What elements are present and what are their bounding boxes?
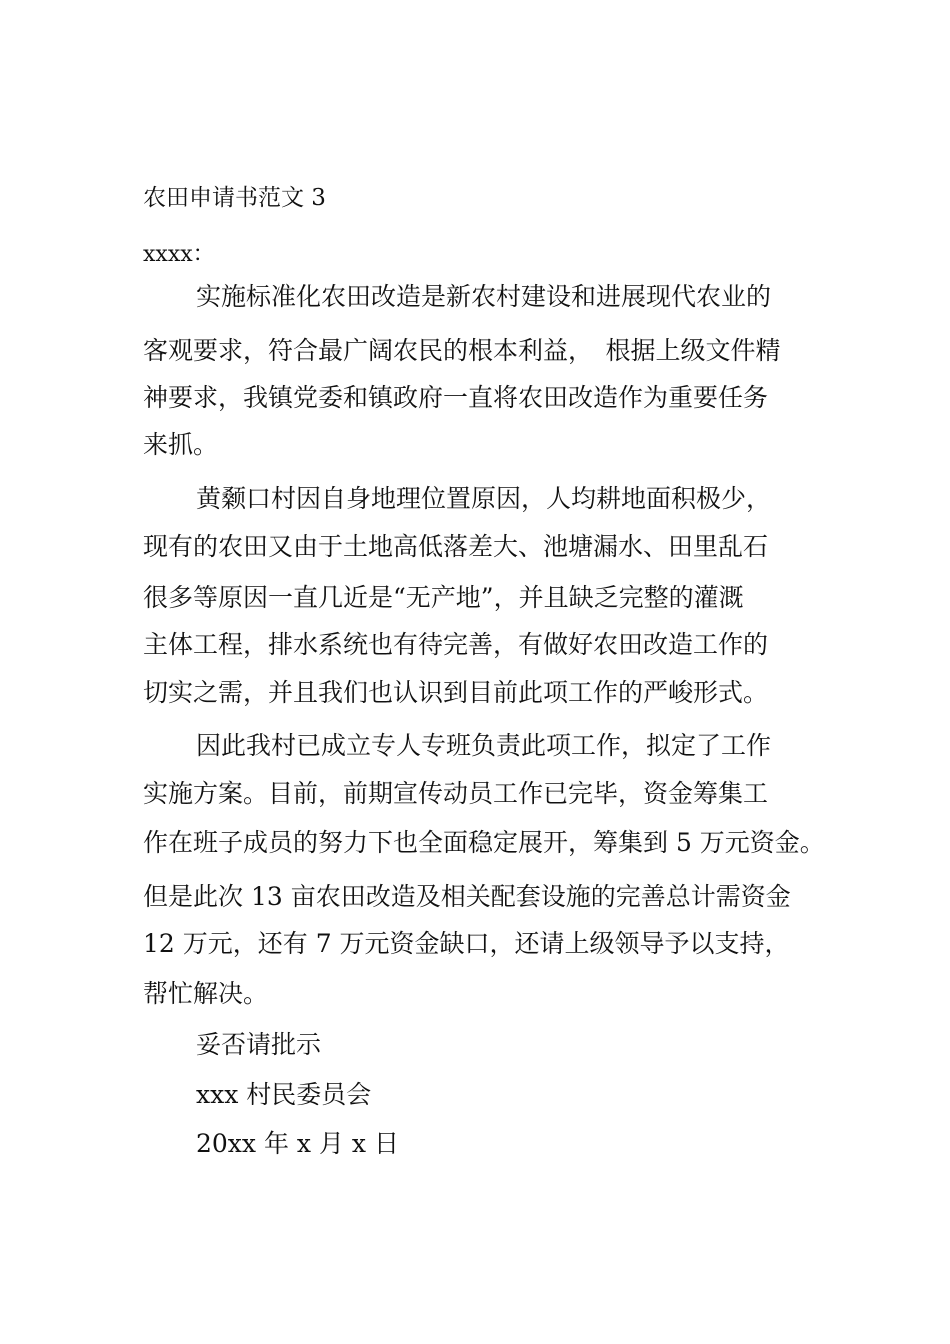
paragraph-3-line: 实施方案。目前，前期宣传动员工作已完毕，资金筹集工 (143, 779, 769, 808)
document-title: 农田申请书范文 3 (143, 185, 326, 211)
paragraph-3-line: 作在班子成员的努力下也全面稳定展开，筹集到 5 万元资金。 (143, 828, 825, 857)
paragraph-3-line: 因此我村已成立专人专班负责此项工作，拟定了工作 (196, 731, 772, 760)
paragraph-3-line: 12 万元，还有 7 万元资金缺口，还请上级领导予以支持， (143, 929, 790, 958)
paragraph-2-line: 切实之需，并且我们也认识到目前此项工作的严峻形式。 (143, 678, 769, 707)
date: 20xx 年 x 月 x 日 (196, 1129, 399, 1158)
salutation: xxxx： (143, 242, 215, 267)
paragraph-2-line: 黄颡口村因自身地理位置原因，人均耕地面积极少， (196, 484, 772, 513)
paragraph-1-line: 客观要求，符合最广阔农民的根本利益， 根据上级文件精 (143, 336, 781, 365)
paragraph-2-line: 现有的农田又由于土地高低落差大、池塘漏水、田里乱石 (143, 532, 769, 561)
paragraph-3-line: 但是此次 13 亩农田改造及相关配套设施的完善总计需资金 (143, 882, 791, 911)
paragraph-1-line: 神要求，我镇党委和镇政府一直将农田改造作为重要任务 (143, 383, 769, 412)
paragraph-2-line: 主体工程，排水系统也有待完善，有做好农田改造工作的 (143, 630, 769, 659)
paragraph-3-line: 帮忙解决。 (143, 979, 269, 1008)
paragraph-2-line: 很多等原因一直几近是“无产地”，并且缺乏完整的灌溉 (143, 583, 744, 612)
signatory: xxx 村民委员会 (196, 1080, 372, 1109)
paragraph-1-line: 来抓。 (143, 430, 219, 459)
closing-request: 妥否请批示 (196, 1030, 322, 1059)
paragraph-1-line: 实施标准化农田改造是新农村建设和进展现代农业的 (196, 282, 772, 311)
